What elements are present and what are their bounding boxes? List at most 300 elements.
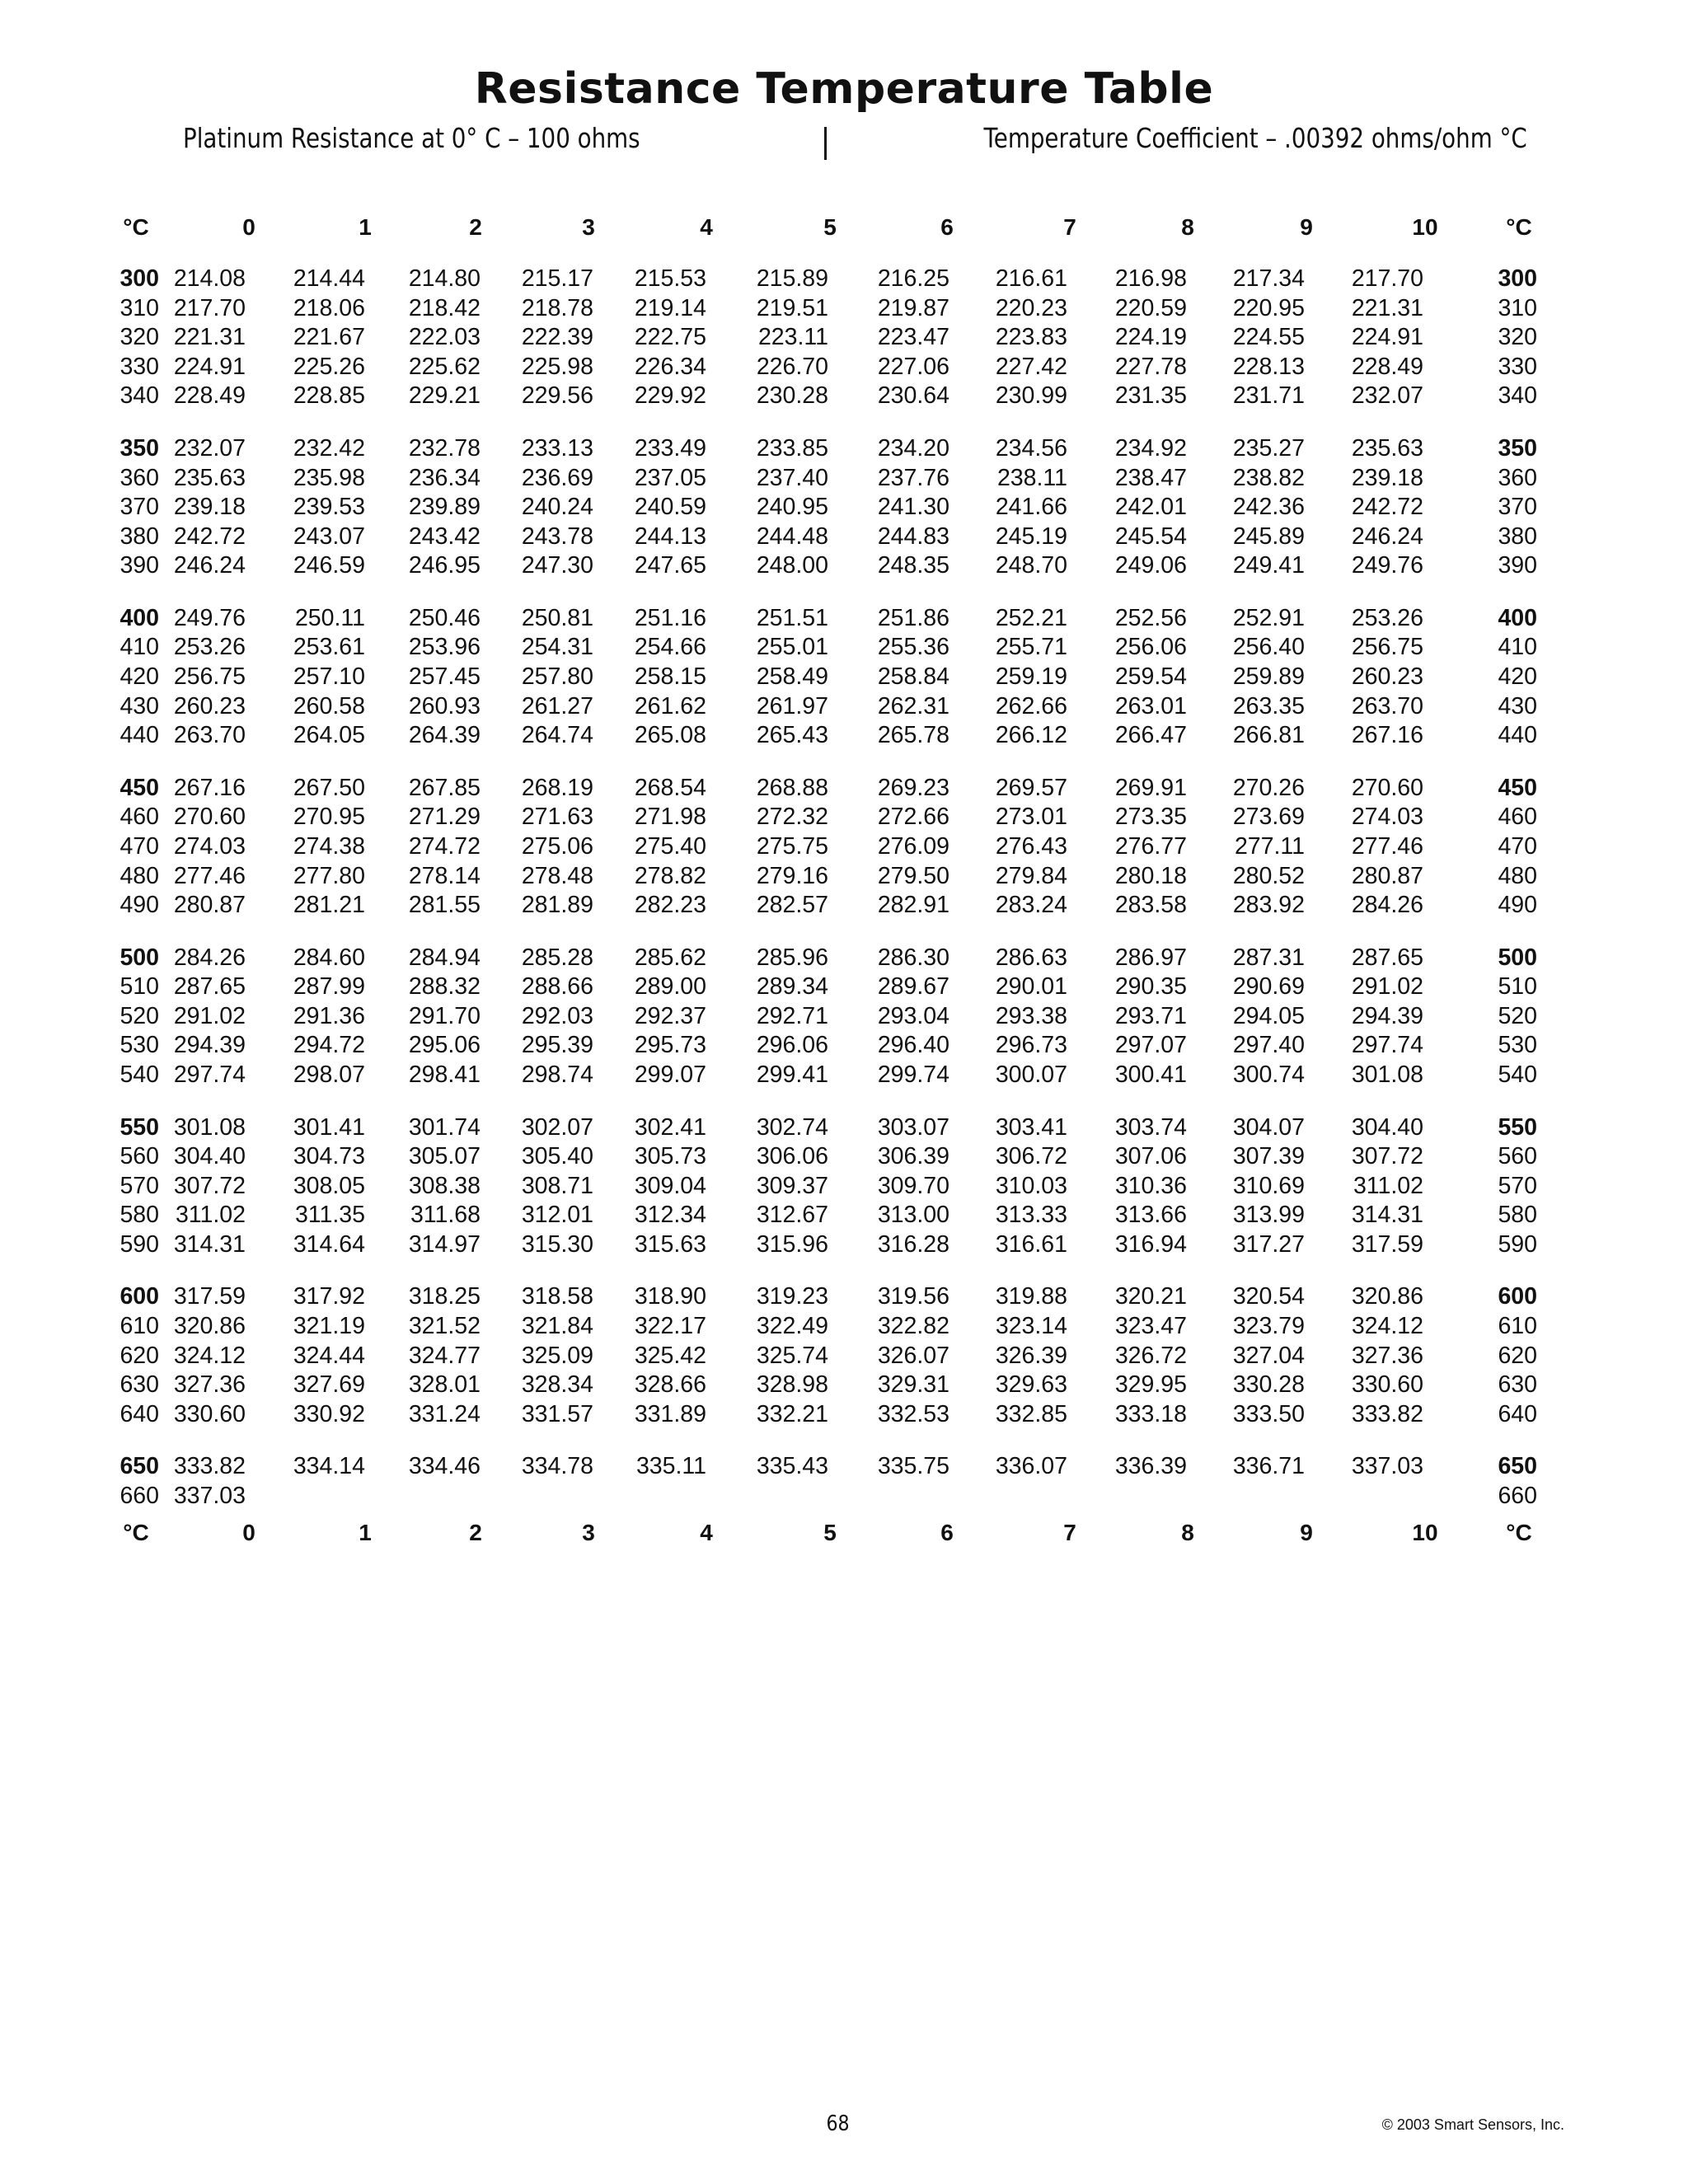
table-cell: 334.14 xyxy=(293,1453,365,1480)
table-cell: 217.70 xyxy=(1351,265,1423,292)
table-cell: 311.35 xyxy=(294,1202,365,1229)
table-cell: 315.63 xyxy=(634,1230,706,1258)
table-cell: 300.07 xyxy=(995,1062,1067,1088)
table-cell: 241.66 xyxy=(995,494,1067,521)
table-cell: 224.19 xyxy=(1114,324,1187,351)
table-cell: 281.21 xyxy=(293,892,365,919)
column-footer: 2 xyxy=(469,1519,482,1545)
table-cell: 270.26 xyxy=(1232,774,1305,801)
table-cell: 306.39 xyxy=(877,1143,950,1170)
table-cell: 291.36 xyxy=(293,1002,365,1029)
table-cell: 283.24 xyxy=(995,892,1067,919)
table-cell: 219.14 xyxy=(634,294,706,321)
column-header: 8 xyxy=(1181,214,1194,240)
table-cell: 215.17 xyxy=(521,265,593,292)
table-cell: 313.99 xyxy=(1232,1202,1305,1229)
table-cell: 330.28 xyxy=(1232,1371,1305,1399)
row-temp-label-right: 600 xyxy=(1498,1283,1537,1310)
table-cell: 302.07 xyxy=(521,1113,593,1141)
table-cell: 258.15 xyxy=(634,663,706,690)
row-temp-label-right: 510 xyxy=(1498,973,1537,1001)
table-cell: 282.91 xyxy=(877,892,950,919)
column-footer: 4 xyxy=(700,1519,713,1545)
table-cell: 244.48 xyxy=(756,523,828,550)
table-cell: 231.71 xyxy=(1232,382,1305,410)
table-cell: 331.57 xyxy=(521,1400,593,1427)
table-cell: 267.16 xyxy=(1351,722,1423,749)
table-cell: 264.39 xyxy=(408,722,481,749)
row-temp-label: 560 xyxy=(120,1143,159,1170)
table-cell: 304.40 xyxy=(173,1143,246,1170)
table-cell: 230.64 xyxy=(877,382,950,410)
table-cell: 270.60 xyxy=(1351,774,1423,801)
table-cell: 260.23 xyxy=(1351,663,1423,690)
table-cell: 275.75 xyxy=(756,832,828,860)
table-cell: 294.39 xyxy=(173,1032,246,1059)
column-header: °C xyxy=(1506,214,1532,240)
table-cell: 239.18 xyxy=(173,494,246,521)
table-cell: 222.75 xyxy=(634,324,706,351)
row-temp-label: 390 xyxy=(120,552,159,579)
table-cell: 326.72 xyxy=(1114,1342,1187,1369)
table-cell: 227.78 xyxy=(1114,353,1187,380)
table-cell: 303.41 xyxy=(995,1113,1067,1141)
table-cell: 318.25 xyxy=(408,1283,481,1310)
row-temp-label: 320 xyxy=(120,324,159,351)
table-cell: 254.31 xyxy=(521,634,593,661)
table-cell: 234.56 xyxy=(995,434,1067,462)
table-cell: 288.32 xyxy=(408,973,481,1001)
table-cell: 246.59 xyxy=(293,552,365,579)
table-cell: 246.24 xyxy=(173,552,246,579)
table-cell: 327.69 xyxy=(293,1371,365,1399)
table-cell: 319.88 xyxy=(995,1283,1067,1310)
row-temp-label: 650 xyxy=(120,1453,159,1480)
table-cell: 317.59 xyxy=(173,1283,246,1310)
table-cell: 240.95 xyxy=(756,494,828,521)
table-cell: 294.39 xyxy=(1351,1002,1423,1029)
row-temp-label: 370 xyxy=(120,494,159,521)
table-cell: 304.73 xyxy=(293,1143,365,1170)
table-cell: 281.89 xyxy=(521,892,593,919)
table-cell: 223.47 xyxy=(877,324,950,351)
row-temp-label-right: 560 xyxy=(1498,1143,1537,1170)
column-header: 9 xyxy=(1300,214,1313,240)
table-cell: 335.75 xyxy=(877,1453,950,1480)
row-temp-label: 340 xyxy=(120,382,159,410)
table-cell: 311.68 xyxy=(410,1202,481,1229)
table-cell: 333.82 xyxy=(1351,1400,1423,1427)
table-cell: 298.41 xyxy=(408,1062,481,1088)
table-cell: 256.75 xyxy=(1351,634,1423,661)
table-cell: 329.95 xyxy=(1114,1371,1187,1399)
table-cell: 337.03 xyxy=(1351,1453,1423,1480)
table-cell: 302.74 xyxy=(756,1113,828,1141)
table-cell: 310.03 xyxy=(995,1172,1067,1199)
table-cell: 299.74 xyxy=(877,1062,950,1088)
table-cell: 272.66 xyxy=(877,804,950,831)
table-cell: 269.91 xyxy=(1114,774,1187,801)
table-cell: 253.26 xyxy=(173,634,246,661)
column-header: 5 xyxy=(823,214,837,240)
table-cell: 312.67 xyxy=(756,1202,828,1229)
table-cell: 258.49 xyxy=(756,663,828,690)
table-cell: 227.06 xyxy=(877,353,950,380)
table-cell: 223.11 xyxy=(757,324,828,351)
row-temp-label: 360 xyxy=(120,464,159,491)
table-cell: 275.40 xyxy=(634,832,706,860)
table-cell: 220.59 xyxy=(1114,294,1187,321)
table-cell: 323.47 xyxy=(1114,1313,1187,1339)
table-cell: 291.02 xyxy=(1351,973,1423,1001)
table-cell: 229.92 xyxy=(634,382,706,410)
table-cell: 218.42 xyxy=(408,294,481,321)
row-temp-label-right: 530 xyxy=(1498,1032,1537,1059)
table-cell: 228.85 xyxy=(293,382,365,410)
table-cell: 267.16 xyxy=(173,774,246,801)
table-cell: 314.64 xyxy=(293,1230,365,1258)
table-cell: 234.92 xyxy=(1114,434,1187,462)
row-temp-label-right: 650 xyxy=(1498,1453,1537,1480)
table-cell: 282.23 xyxy=(634,892,706,919)
table-cell: 219.87 xyxy=(877,294,950,321)
row-temp-label: 610 xyxy=(120,1313,159,1339)
table-cell: 241.30 xyxy=(877,494,950,521)
table-cell: 271.98 xyxy=(634,804,706,831)
subtitle-coefficient: Temperature Coefficient – .00392 ohms/ohm °C xyxy=(983,122,1527,154)
table-cell: 255.36 xyxy=(877,634,950,661)
table-cell: 220.23 xyxy=(995,294,1067,321)
table-cell: 276.43 xyxy=(995,832,1067,860)
table-cell: 285.62 xyxy=(634,944,706,971)
table-cell: 300.74 xyxy=(1232,1062,1305,1088)
table-cell: 286.97 xyxy=(1114,944,1187,971)
row-temp-label-right: 370 xyxy=(1498,494,1537,521)
table-cell: 266.47 xyxy=(1114,722,1187,749)
table-cell: 286.30 xyxy=(877,944,950,971)
table-cell: 290.35 xyxy=(1114,973,1187,1001)
table-cell: 239.18 xyxy=(1351,464,1423,491)
table-cell: 239.53 xyxy=(293,494,365,521)
table-cell: 256.40 xyxy=(1232,634,1305,661)
column-header: 6 xyxy=(940,214,954,240)
row-temp-label-right: 400 xyxy=(1498,604,1537,631)
table-cell: 273.69 xyxy=(1232,804,1305,831)
row-temp-label: 490 xyxy=(120,892,159,919)
table-cell: 270.60 xyxy=(173,804,246,831)
table-cell: 216.61 xyxy=(995,265,1067,292)
table-cell: 250.46 xyxy=(408,604,481,631)
table-cell: 277.11 xyxy=(1234,832,1305,860)
table-cell: 233.85 xyxy=(756,434,828,462)
table-cell: 236.69 xyxy=(521,464,593,491)
table-cell: 280.52 xyxy=(1232,862,1305,889)
table-cell: 240.59 xyxy=(634,494,706,521)
table-cell: 224.91 xyxy=(173,353,246,380)
row-temp-label: 520 xyxy=(120,1002,159,1029)
table-cell: 255.01 xyxy=(756,634,828,661)
table-cell: 336.07 xyxy=(995,1453,1067,1480)
row-temp-label-right: 540 xyxy=(1498,1062,1537,1088)
table-cell: 287.31 xyxy=(1232,944,1305,971)
table-cell: 331.89 xyxy=(634,1400,706,1427)
table-cell: 283.58 xyxy=(1114,892,1187,919)
table-cell: 224.91 xyxy=(1351,324,1423,351)
table-cell: 326.07 xyxy=(877,1342,950,1369)
table-cell: 284.26 xyxy=(173,944,246,971)
table-cell: 334.78 xyxy=(521,1453,593,1480)
table-cell: 279.50 xyxy=(877,862,950,889)
row-temp-label-right: 570 xyxy=(1498,1172,1537,1199)
column-footer: 10 xyxy=(1412,1519,1438,1545)
table-cell: 316.61 xyxy=(995,1230,1067,1258)
table-cell: 263.70 xyxy=(173,722,246,749)
column-header: 2 xyxy=(469,214,482,240)
row-temp-label-right: 450 xyxy=(1498,774,1537,801)
table-cell: 324.12 xyxy=(173,1342,246,1369)
table-cell: 323.79 xyxy=(1232,1313,1305,1339)
row-temp-label-right: 470 xyxy=(1498,832,1537,860)
table-cell: 292.03 xyxy=(521,1002,593,1029)
row-temp-label-right: 660 xyxy=(1498,1482,1537,1509)
table-cell: 303.07 xyxy=(877,1113,950,1141)
row-temp-label: 300 xyxy=(120,265,159,292)
table-cell: 266.81 xyxy=(1232,722,1305,749)
table-cell: 286.63 xyxy=(995,944,1067,971)
table-cell: 259.19 xyxy=(995,663,1067,690)
table-cell: 298.07 xyxy=(293,1062,365,1088)
table-cell: 265.43 xyxy=(756,722,828,749)
table-cell: 255.71 xyxy=(995,634,1067,661)
table-cell: 245.19 xyxy=(995,523,1067,550)
table-cell: 334.46 xyxy=(408,1453,481,1480)
table-cell: 234.20 xyxy=(877,434,950,462)
table-cell: 325.09 xyxy=(521,1342,593,1369)
table-cell: 222.39 xyxy=(521,324,593,351)
table-cell: 277.46 xyxy=(1351,832,1423,860)
row-temp-label: 420 xyxy=(120,663,159,690)
row-temp-label-right: 640 xyxy=(1498,1400,1537,1427)
row-temp-label: 540 xyxy=(120,1062,159,1088)
row-temp-label-right: 610 xyxy=(1498,1313,1537,1339)
table-cell: 309.04 xyxy=(634,1172,706,1199)
table-cell: 322.82 xyxy=(877,1313,950,1339)
table-cell: 291.70 xyxy=(408,1002,481,1029)
row-temp-label: 620 xyxy=(120,1342,159,1369)
table-cell: 280.87 xyxy=(1351,862,1423,889)
column-header: 3 xyxy=(582,214,595,240)
table-cell: 308.38 xyxy=(408,1172,481,1199)
table-cell: 246.95 xyxy=(408,552,481,579)
table-cell: 308.71 xyxy=(521,1172,593,1199)
table-cell: 287.65 xyxy=(173,973,246,1001)
table-cell: 264.74 xyxy=(521,722,593,749)
table-cell: 225.62 xyxy=(408,353,481,380)
table-cell: 236.34 xyxy=(408,464,481,491)
table-cell: 242.72 xyxy=(173,523,246,550)
table-cell: 261.62 xyxy=(634,692,706,719)
table-cell: 250.81 xyxy=(521,604,593,631)
table-cell: 240.24 xyxy=(521,494,593,521)
table-cell: 283.92 xyxy=(1232,892,1305,919)
table-cell: 258.84 xyxy=(877,663,950,690)
table-cell: 269.23 xyxy=(877,774,950,801)
row-temp-label: 330 xyxy=(120,353,159,380)
table-cell: 306.72 xyxy=(995,1143,1067,1170)
table-cell: 221.31 xyxy=(173,324,246,351)
table-cell: 305.40 xyxy=(521,1143,593,1170)
table-cell: 312.01 xyxy=(521,1202,593,1229)
table-cell: 285.28 xyxy=(521,944,593,971)
table-cell: 214.80 xyxy=(408,265,481,292)
table-cell: 280.18 xyxy=(1114,862,1187,889)
table-cell: 235.63 xyxy=(173,464,246,491)
column-header: 7 xyxy=(1063,214,1076,240)
table-cell: 260.23 xyxy=(173,692,246,719)
table-cell: 314.97 xyxy=(408,1230,481,1258)
table-cell: 335.43 xyxy=(756,1453,828,1480)
table-cell: 249.41 xyxy=(1232,552,1305,579)
table-cell: 332.85 xyxy=(995,1400,1067,1427)
row-temp-label-right: 320 xyxy=(1498,324,1537,351)
table-cell: 296.40 xyxy=(877,1032,950,1059)
table-cell: 257.45 xyxy=(408,663,481,690)
table-cell: 244.83 xyxy=(877,523,950,550)
table-cell: 256.06 xyxy=(1114,634,1187,661)
table-cell: 325.42 xyxy=(634,1342,706,1369)
table-cell: 312.34 xyxy=(634,1202,706,1229)
table-cell: 305.07 xyxy=(408,1143,481,1170)
table-cell: 287.99 xyxy=(293,973,365,1001)
table-cell: 330.92 xyxy=(293,1400,365,1427)
table-cell: 265.08 xyxy=(634,722,706,749)
row-temp-label-right: 630 xyxy=(1498,1371,1537,1399)
table-cell: 308.05 xyxy=(293,1172,365,1199)
table-cell: 279.84 xyxy=(995,862,1067,889)
table-cell: 262.66 xyxy=(995,692,1067,719)
row-temp-label-right: 410 xyxy=(1498,634,1537,661)
column-footer: 6 xyxy=(940,1519,954,1545)
table-cell: 317.92 xyxy=(293,1283,365,1310)
table-cell: 248.70 xyxy=(995,552,1067,579)
table-cell: 274.38 xyxy=(293,832,365,860)
table-cell: 249.76 xyxy=(1351,552,1423,579)
table-cell: 333.82 xyxy=(173,1453,246,1480)
table-cell: 324.44 xyxy=(293,1342,365,1369)
table-cell: 214.08 xyxy=(173,265,246,292)
table-cell: 335.11 xyxy=(635,1453,706,1480)
table-cell: 313.33 xyxy=(995,1202,1067,1229)
table-cell: 263.01 xyxy=(1114,692,1187,719)
table-cell: 264.05 xyxy=(293,722,365,749)
table-cell: 300.41 xyxy=(1114,1062,1187,1088)
table-cell: 249.06 xyxy=(1114,552,1187,579)
table-cell: 243.78 xyxy=(521,523,593,550)
row-temp-label: 410 xyxy=(120,634,159,661)
table-cell: 325.74 xyxy=(756,1342,828,1369)
table-cell: 281.55 xyxy=(408,892,481,919)
table-cell: 328.66 xyxy=(634,1371,706,1399)
table-cell: 318.58 xyxy=(521,1283,593,1310)
table-cell: 235.63 xyxy=(1351,434,1423,462)
table-cell: 298.74 xyxy=(521,1062,593,1088)
table-cell: 313.66 xyxy=(1114,1202,1187,1229)
table-cell: 317.27 xyxy=(1232,1230,1305,1258)
table-cell: 238.82 xyxy=(1232,464,1305,491)
table-cell: 252.91 xyxy=(1232,604,1305,631)
row-temp-label-right: 590 xyxy=(1498,1230,1537,1258)
table-cell: 232.07 xyxy=(1351,382,1423,410)
table-cell: 272.32 xyxy=(756,804,828,831)
table-cell: 237.76 xyxy=(877,464,950,491)
column-footer: 1 xyxy=(359,1519,372,1545)
row-temp-label: 350 xyxy=(120,434,159,462)
table-cell: 330.60 xyxy=(173,1400,246,1427)
table-cell: 320.54 xyxy=(1232,1283,1305,1310)
table-cell: 319.23 xyxy=(756,1283,828,1310)
table-cell: 327.36 xyxy=(1351,1342,1423,1369)
table-cell: 229.21 xyxy=(408,382,481,410)
table-cell: 243.07 xyxy=(293,523,365,550)
table-cell: 230.99 xyxy=(995,382,1067,410)
table-cell: 227.42 xyxy=(995,353,1067,380)
table-cell: 323.14 xyxy=(995,1313,1067,1339)
table-cell: 289.34 xyxy=(756,973,828,1001)
row-temp-label-right: 460 xyxy=(1498,804,1537,831)
table-cell: 289.67 xyxy=(877,973,950,1001)
table-cell: 316.28 xyxy=(877,1230,950,1258)
table-cell: 225.26 xyxy=(293,353,365,380)
table-cell: 243.42 xyxy=(408,523,481,550)
table-cell: 232.42 xyxy=(293,434,365,462)
table-cell: 260.58 xyxy=(293,692,365,719)
table-cell: 268.54 xyxy=(634,774,706,801)
table-cell: 336.39 xyxy=(1114,1453,1187,1480)
table-cell: 252.56 xyxy=(1114,604,1187,631)
table-cell: 324.12 xyxy=(1351,1313,1423,1339)
row-temp-label-right: 440 xyxy=(1498,722,1537,749)
table-cell: 296.73 xyxy=(995,1032,1067,1059)
table-cell: 274.03 xyxy=(173,832,246,860)
table-cell: 251.16 xyxy=(634,604,706,631)
table-cell: 320.86 xyxy=(173,1313,246,1339)
table-cell: 268.19 xyxy=(521,774,593,801)
row-temp-label: 500 xyxy=(120,944,159,971)
table-cell: 238.11 xyxy=(996,464,1067,491)
table-cell: 293.38 xyxy=(995,1002,1067,1029)
row-temp-label: 430 xyxy=(120,692,159,719)
table-cell: 228.49 xyxy=(173,382,246,410)
table-cell: 218.06 xyxy=(293,294,365,321)
table-cell: 259.89 xyxy=(1232,663,1305,690)
table-cell: 271.63 xyxy=(521,804,593,831)
table-cell: 299.41 xyxy=(756,1062,828,1088)
column-footer: 7 xyxy=(1063,1519,1076,1545)
table-cell: 301.74 xyxy=(408,1113,481,1141)
table-cell: 249.76 xyxy=(173,604,246,631)
table-cell: 329.31 xyxy=(877,1371,950,1399)
table-cell: 313.00 xyxy=(877,1202,950,1229)
table-cell: 282.57 xyxy=(756,892,828,919)
table-cell: 294.72 xyxy=(293,1032,365,1059)
table-cell: 307.39 xyxy=(1232,1143,1305,1170)
table-cell: 263.35 xyxy=(1232,692,1305,719)
table-cell: 261.27 xyxy=(521,692,593,719)
row-temp-label: 510 xyxy=(120,973,159,1001)
column-footer: 3 xyxy=(582,1519,595,1545)
table-cell: 310.36 xyxy=(1114,1172,1187,1199)
table-cell: 322.17 xyxy=(634,1313,706,1339)
